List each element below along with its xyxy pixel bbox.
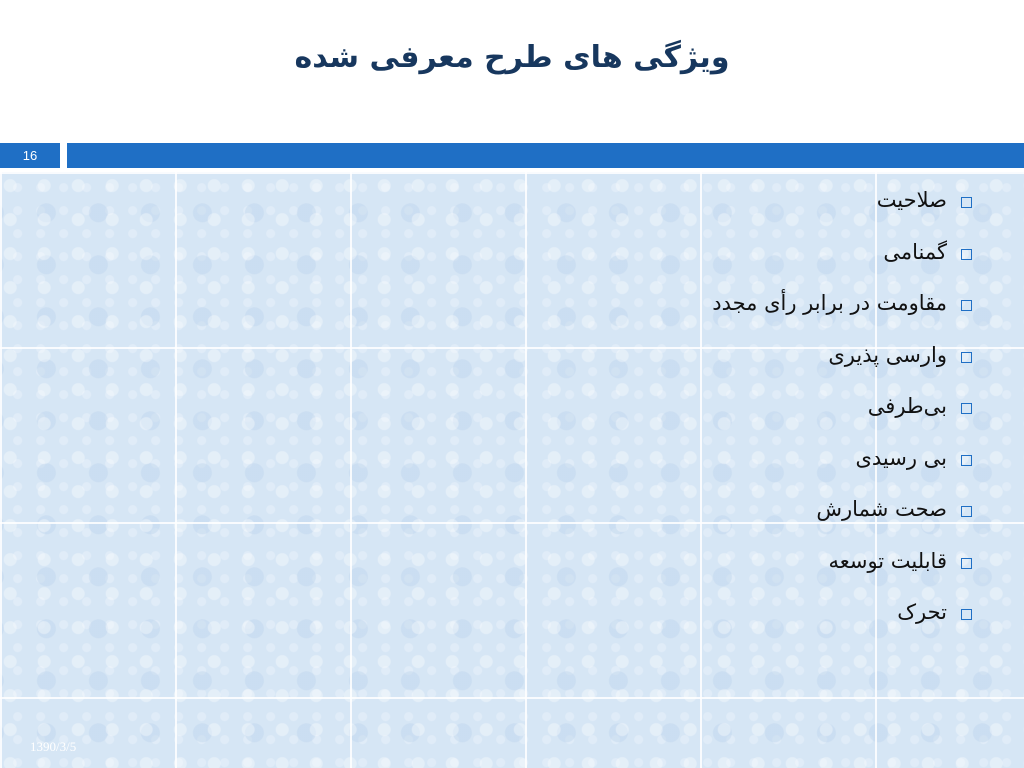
slide-title: ویژگی های طرح معرفی شده: [294, 40, 730, 75]
hollow-square-bullet-icon: [961, 249, 972, 260]
hollow-square-bullet-icon: [961, 197, 972, 208]
list-item: [712, 188, 972, 240]
bullet-text: صلاحیت: [876, 188, 947, 212]
hollow-square-bullet-icon: [961, 558, 972, 569]
list-item: [712, 497, 972, 549]
bullet-text: تحرک: [897, 600, 947, 624]
list-item: [712, 600, 972, 652]
slide-number-badge: 16: [0, 143, 60, 168]
hollow-square-bullet-icon: [961, 455, 972, 466]
list-item: [712, 549, 972, 601]
hollow-square-bullet-icon: [961, 300, 972, 311]
hollow-square-bullet-icon: [961, 403, 972, 414]
bullet-text: وارسی پذیری: [828, 342, 947, 367]
slide-date: 1390/3/5: [30, 739, 77, 754]
bullet-text: گمنامی: [883, 239, 947, 264]
list-item: [712, 446, 972, 498]
hollow-square-bullet-icon: [961, 352, 972, 363]
bullet-text: صحت شمارش: [816, 497, 947, 521]
hollow-square-bullet-icon: [961, 506, 972, 517]
bullet-text: بی‌طرفی: [867, 394, 947, 418]
list-item: [712, 240, 972, 292]
feature-bullet-list: [712, 188, 972, 652]
list-item: [712, 291, 972, 343]
list-item: [712, 343, 972, 395]
bullet-text: مقاومت در برابر رأی مجدد: [712, 291, 947, 315]
bullet-text: قابلیت توسعه: [828, 548, 947, 573]
bullet-text: بی رسیدی: [855, 445, 947, 470]
header-accent-bar: [67, 143, 1024, 168]
list-item: [712, 394, 972, 446]
hollow-square-bullet-icon: [961, 609, 972, 620]
